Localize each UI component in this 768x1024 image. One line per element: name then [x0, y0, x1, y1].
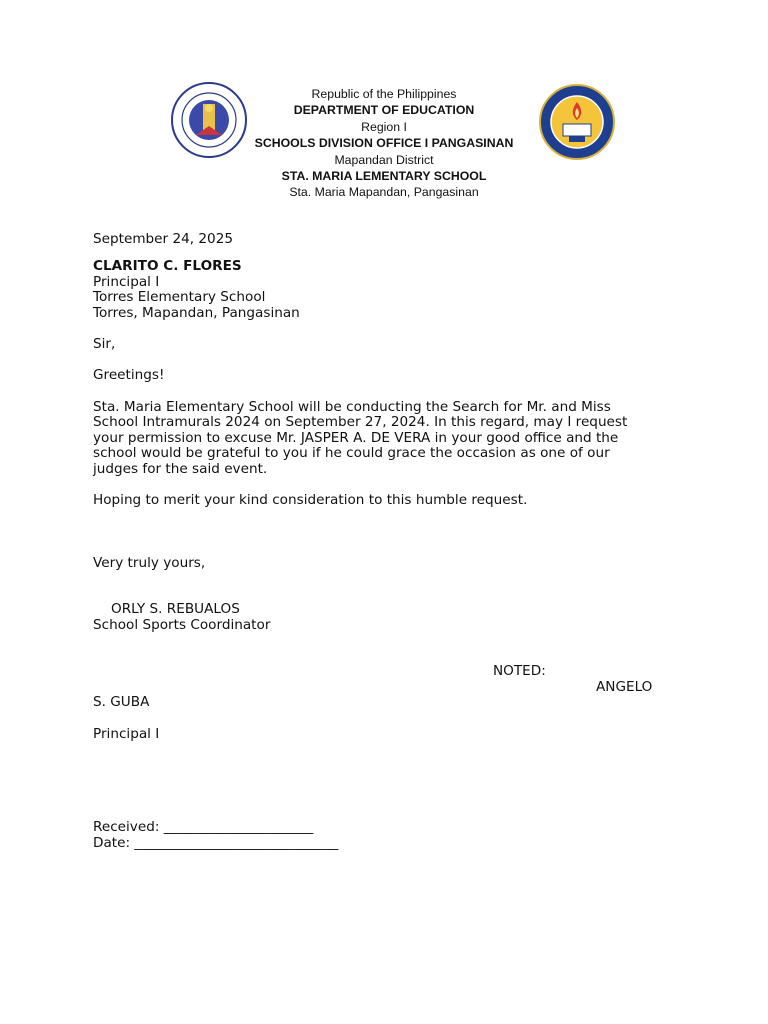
school-name-line: STA. MARIA LEMENTARY SCHOOL: [281, 169, 487, 184]
letter-date: September 24, 2025: [93, 231, 233, 247]
signatory-title: School Sports Coordinator: [93, 616, 271, 633]
salutation: Sir,: [93, 336, 116, 353]
signatory-name: ORLY S. REBUALOS: [111, 601, 240, 617]
noted-name-first: ANGELO: [596, 679, 653, 695]
region-line: Region I: [361, 119, 407, 134]
body-line: your permission to excuse Mr. JASPER A. DE VERA in your good office and the: [93, 429, 619, 446]
hoping-line: Hoping to merit your kind consideration to this humble request.: [93, 492, 528, 509]
date-line: Date: ______________________________: [93, 835, 339, 851]
recipient-title: Principal I: [93, 273, 160, 290]
greeting: Greetings!: [93, 367, 165, 384]
signature-block: [93, 602, 270, 633]
recipient-school: Torres Elementary School: [93, 289, 266, 306]
body-line: judges for the said event.: [93, 460, 268, 477]
letter-body: [93, 232, 663, 509]
noted-title: Principal I: [93, 726, 160, 742]
division-line: SCHOOLS DIVISION OFFICE I PANGASINAN: [254, 136, 514, 151]
body-line: Sta. Maria Elementary School will be conducting the Search for Mr. and Miss: [93, 398, 611, 415]
letterhead: [0, 0, 768, 215]
letterhead-text: [234, 86, 534, 201]
sdo-pangasinan-seal-icon: [538, 80, 616, 164]
recipient-address: Torres, Mapandan, Pangasinan: [93, 304, 300, 321]
district-line: Mapandan District: [334, 152, 434, 167]
recipient-name: CLARITO C. FLORES: [93, 258, 242, 275]
noted-label: NOTED:: [493, 663, 546, 679]
department-line: DEPARTMENT OF EDUCATION: [293, 103, 475, 118]
body-line: School Intramurals 2024 on September 27, 2024. In this regard, may I request: [93, 414, 628, 431]
school-address-line: Sta. Maria Mapandan, Pangasinan: [289, 185, 479, 200]
republic-line: Republic of the Philippines: [311, 87, 457, 101]
received-line: Received: ______________________: [93, 819, 314, 835]
closing: Very truly yours,: [93, 555, 206, 571]
noted-name-last: S. GUBA: [93, 694, 150, 710]
body-line: school would be grateful to you if he could grace the occasion as one of our: [93, 445, 610, 462]
